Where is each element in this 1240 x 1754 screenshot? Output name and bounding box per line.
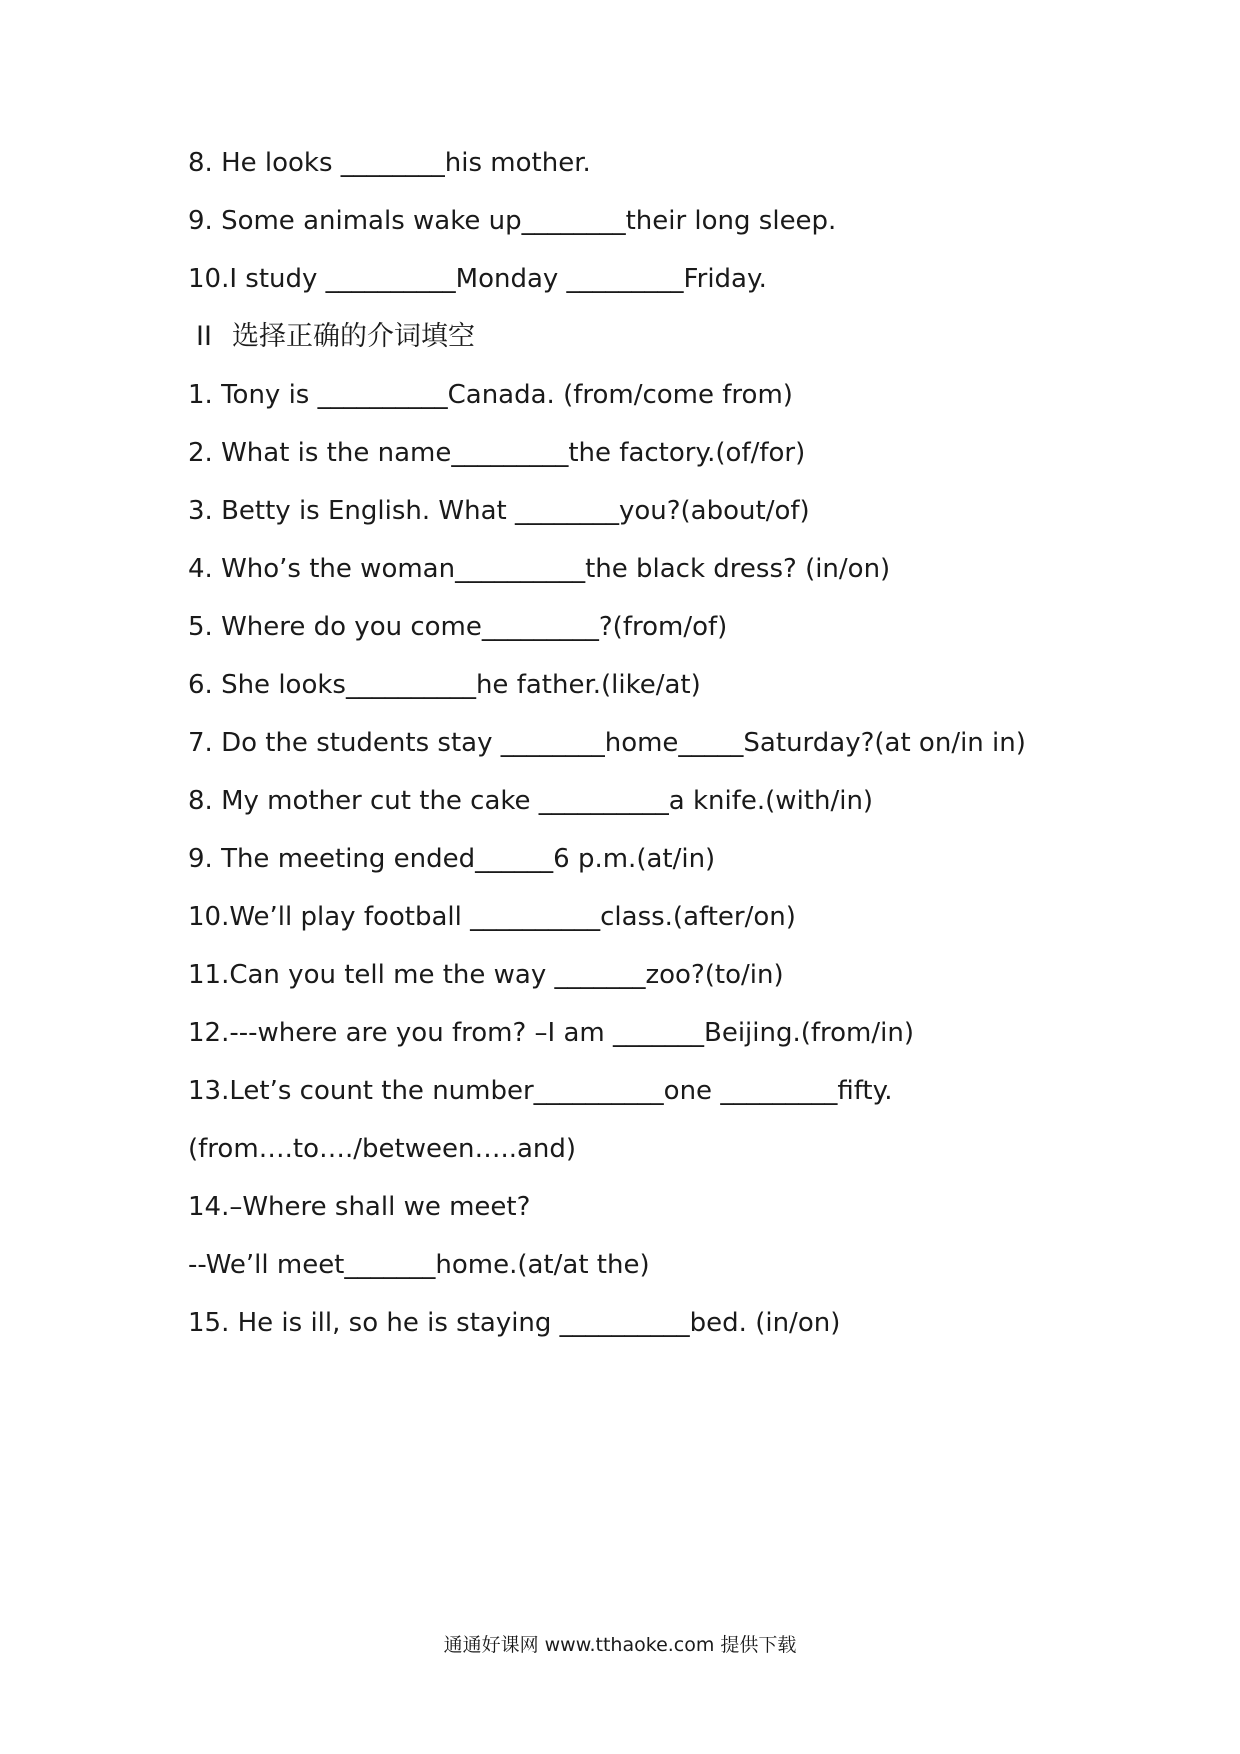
exercise-line: 2. What is the name_________the factory.(of/for) bbox=[188, 438, 806, 468]
exercise-line: --We’ll meet_______home.(at/at the) bbox=[188, 1250, 650, 1280]
section-numeral: II bbox=[196, 321, 212, 352]
exercise-line: 9. The meeting ended______6 p.m.(at/in) bbox=[188, 844, 716, 874]
section-heading bbox=[196, 319, 475, 355]
exercise-line: 1. Tony is __________Canada. (from/come from) bbox=[188, 380, 793, 410]
exercise-line: 3. Betty is English. What ________you?(about/of) bbox=[188, 496, 810, 526]
exercise-line: 15. He is ill, so he is staying __________bed. (in/on) bbox=[188, 1308, 841, 1338]
exercise-line: 4. Who’s the woman__________the black dress? (in/on) bbox=[188, 554, 891, 584]
exercise-line: 10.I study __________Monday _________Friday. bbox=[188, 264, 767, 294]
exercise-line: 8. He looks ________his mother. bbox=[188, 148, 591, 178]
exercise-line: 11.Can you tell me the way _______zoo?(to/in) bbox=[188, 960, 784, 990]
exercise-line: 9. Some animals wake up________their long sleep. bbox=[188, 206, 837, 236]
exercise-line: 6. She looks__________he father.(like/at) bbox=[188, 670, 701, 700]
exercise-line: 7. Do the students stay ________home_____Saturday?(at on/in in) bbox=[188, 728, 1026, 758]
page-footer: 通通好课网 www.tthaoke.com 提供下载 bbox=[443, 1634, 797, 1656]
exercise-line: 14.–Where shall we meet? bbox=[188, 1192, 531, 1222]
exercise-line: 5. Where do you come_________?(from/of) bbox=[188, 612, 728, 642]
section-title: 选择正确的介词填空 bbox=[232, 321, 475, 352]
exercise-line: 12.---where are you from? –I am _______Beijing.(from/in) bbox=[188, 1018, 914, 1048]
exercise-line: (from….to…./between…..and) bbox=[188, 1134, 577, 1164]
exercise-line: 10.We’ll play football __________class.(after/on) bbox=[188, 902, 796, 932]
exercise-line: 8. My mother cut the cake __________a knife.(with/in) bbox=[188, 786, 874, 816]
exercise-line: 13.Let’s count the number__________one _________fifty. bbox=[188, 1076, 893, 1106]
